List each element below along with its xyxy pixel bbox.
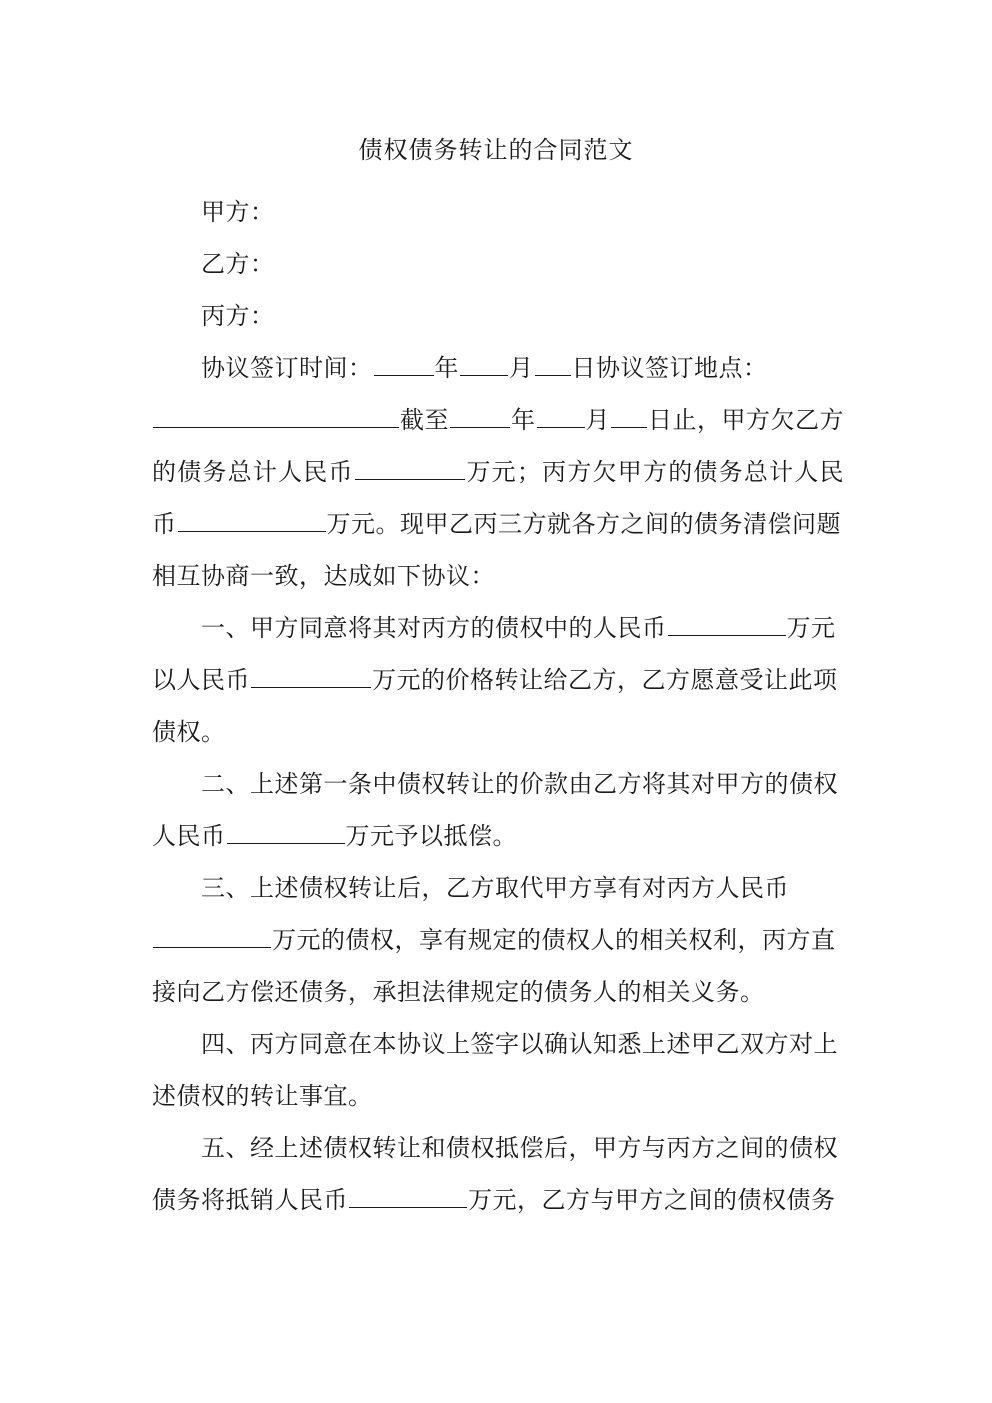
asof-day-blank (611, 401, 647, 428)
month-text: 月 (509, 354, 534, 382)
clause-1-text: 一、甲方同意将其对丙方的债权中的人民币 (201, 614, 667, 642)
clause-2-currency: 人民币 (152, 822, 226, 850)
clause-1-amount-blank (668, 609, 786, 636)
clause-3-text: 万元的债权，享有规定的债权人的相关权利，丙方直 (272, 926, 836, 954)
intro-line-4 (152, 504, 844, 544)
clause-3-line-1: 三、上述债权转让后，乙方取代甲方享有对丙方人民币 (201, 874, 789, 902)
currency-text: 币 (152, 510, 177, 538)
clause-3-line-2 (152, 920, 844, 960)
clause-4-line-1: 四、丙方同意在本协议上签字以确认知悉上述甲乙双方对上 (201, 1030, 838, 1058)
party-b-label: 乙方： (201, 250, 275, 278)
asof-year-text: 年 (511, 406, 536, 434)
clause-5-amount-blank (349, 1181, 467, 1208)
asof-day-text: 日止，甲方欠乙方 (648, 406, 844, 434)
clause-1-line-2 (152, 660, 844, 700)
clause-2-line-1: 二、上述第一条中债权转让的价款由乙方将其对甲方的债权 (201, 770, 838, 798)
intro-line-3 (152, 452, 844, 492)
clause-5-line-2 (152, 1180, 844, 1220)
signing-place-blank (153, 401, 399, 428)
clause-3-amount-blank (153, 921, 271, 948)
year-text: 年 (434, 354, 459, 382)
asof-month-text: 月 (585, 406, 610, 434)
clause-1-line-3: 债权。 (152, 718, 226, 746)
day-blank (535, 349, 571, 376)
year-blank (374, 349, 434, 376)
clause-3-line-3: 接向乙方偿还债务，承担法律规定的债务人的相关义务。 (152, 978, 765, 1006)
signing-time-label: 协议签订时间： (201, 354, 373, 382)
clause-2-line-2 (152, 816, 844, 856)
intro-line-1 (201, 348, 844, 388)
clause-2-amount-blank (227, 817, 345, 844)
debt-total-label: 的债务总计人民币 (152, 458, 354, 486)
clause-5-line-1: 五、经上述债权转让和债权抵偿后，甲方与丙方之间的债权 (201, 1134, 838, 1162)
intro-line-2 (152, 400, 844, 440)
clause-2-text: 万元予以抵偿。 (345, 822, 517, 850)
debt-settlement-text: 万元。现甲乙丙三方就各方之间的债务清偿问题 (326, 510, 841, 538)
clause-1-unit: 万元 (786, 614, 836, 642)
party-a-label: 甲方： (201, 198, 275, 226)
clause-1-price-text: 万元的价格转让给乙方，乙方愿意受让此项 (372, 666, 838, 694)
clause-5-text: 万元，乙方与甲方之间的债权债务 (468, 1186, 836, 1214)
clause-4-line-2: 述债权的转让事宜。 (152, 1082, 373, 1110)
debt-amount-blank-1 (355, 453, 465, 480)
party-c-label: 丙方： (201, 302, 275, 330)
clause-5-label: 债务将抵销人民币 (152, 1186, 348, 1214)
clause-1-line-1 (201, 608, 844, 648)
document-title: 债权债务转让的合同范文 (358, 136, 634, 164)
month-blank (460, 349, 508, 376)
asof-month-blank (537, 401, 585, 428)
intro-line-5: 相互协商一致，达成如下协议： (152, 562, 495, 590)
debt-amount-blank-2 (178, 505, 326, 532)
clause-1-price-label: 以人民币 (152, 666, 250, 694)
as-of-text: 截至 (400, 406, 449, 434)
clause-1-price-blank (251, 661, 371, 688)
debt-total-text: 万元；丙方欠甲方的债务总计人民 (465, 458, 845, 486)
signing-place-label: 日协议签订地点： (571, 354, 768, 382)
asof-year-blank (450, 401, 510, 428)
